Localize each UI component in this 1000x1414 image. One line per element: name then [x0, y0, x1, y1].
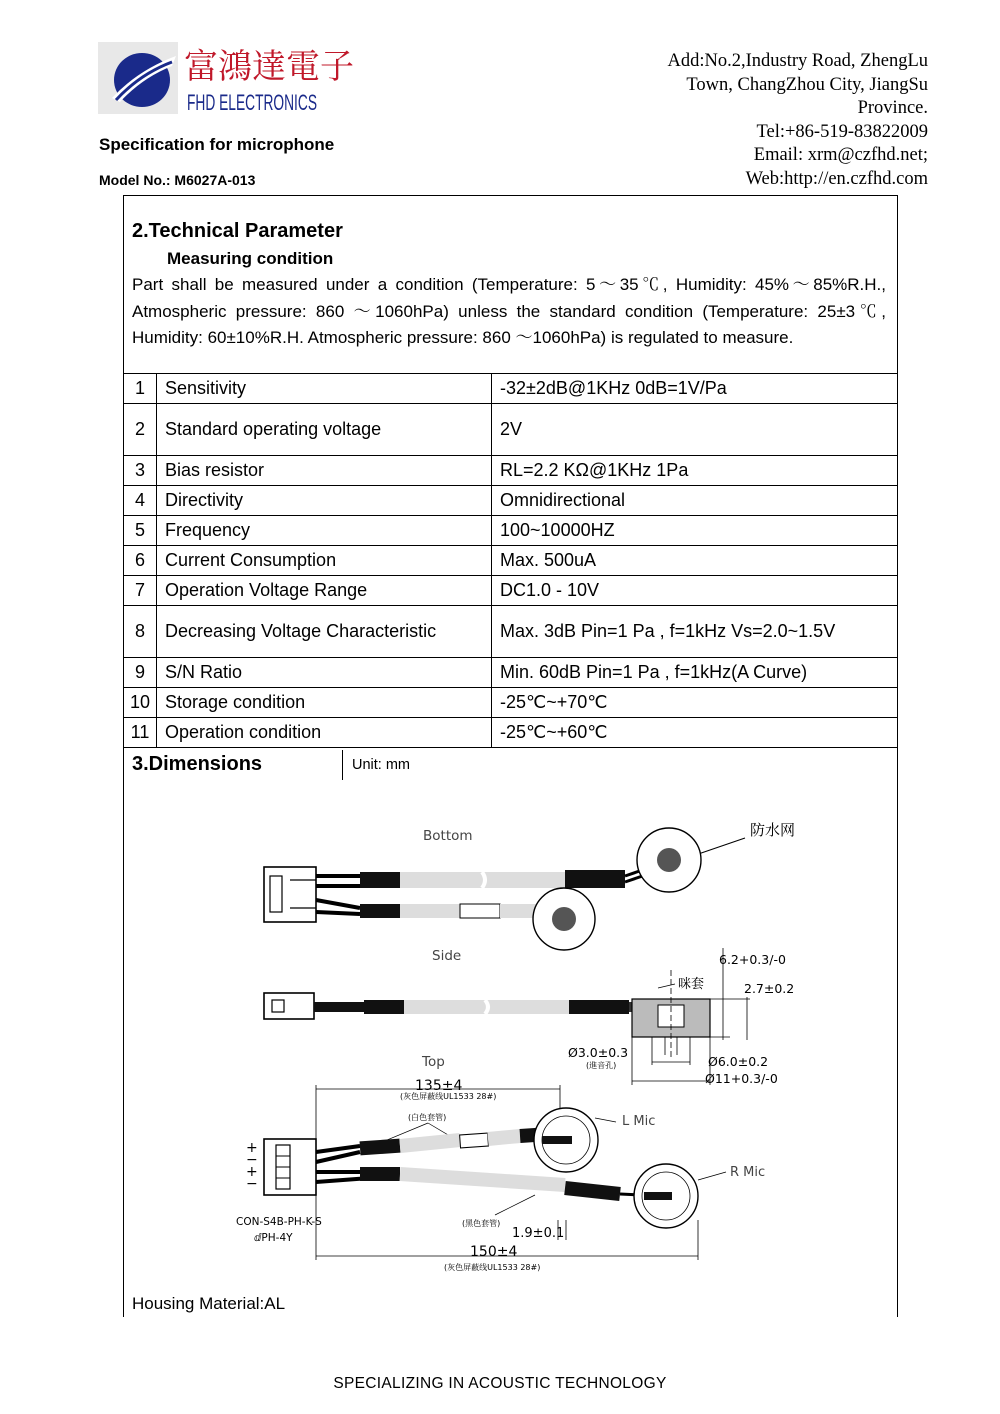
white-sleeve-label: (白色套管): [408, 1113, 447, 1122]
dim-small: 1.9±0.1: [512, 1226, 565, 1241]
bottom-view-label: Bottom: [423, 828, 473, 844]
param-number: 5: [124, 516, 157, 546]
cable-note-1: (灰色屏蔽线UL1533 28#): [400, 1092, 497, 1101]
parameter-table: [123, 373, 898, 748]
parameter-row: [124, 374, 898, 404]
param-number: 2: [124, 404, 157, 456]
param-number: 4: [124, 486, 157, 516]
parameter-row: [124, 516, 898, 546]
top-view-label: Top: [422, 1054, 445, 1070]
plus-sign: +: [246, 1164, 258, 1180]
parameter-row: [124, 404, 898, 456]
param-name: Storage condition: [157, 688, 492, 718]
param-number: 11: [124, 718, 157, 748]
parameter-row: [124, 546, 898, 576]
address-line: Town, ChangZhou City, JiangSu: [686, 74, 928, 95]
l-mic-label: L Mic: [622, 1114, 656, 1129]
mic-cover-label: 咪套: [678, 977, 705, 992]
len-long: 135±4: [415, 1078, 463, 1094]
minus-sign: −: [246, 1176, 258, 1192]
hole-note: (進音孔): [586, 1061, 617, 1070]
param-value: -25℃~+70℃: [492, 688, 898, 718]
param-name: Operation condition: [157, 718, 492, 748]
waterproof-mesh-label: 防水网: [750, 821, 796, 839]
dimensions-header: [123, 750, 898, 780]
dim-hole: Ø3.0±0.3: [568, 1045, 629, 1060]
param-name: Operation Voltage Range: [157, 576, 492, 606]
parameter-row: [124, 606, 898, 658]
minus-sign: −: [246, 1152, 258, 1168]
housing-material: Housing Material:AL: [132, 1294, 286, 1313]
param-number: 6: [124, 546, 157, 576]
spec-title: Specification for microphone: [99, 135, 335, 154]
param-value: RL=2.2 KΩ@1KHz 1Pa: [492, 456, 898, 486]
len-short: 150±4: [470, 1244, 518, 1260]
param-number: 3: [124, 456, 157, 486]
param-name: Bias resistor: [157, 456, 492, 486]
black-sleeve-label: (黑色套管): [462, 1219, 501, 1228]
param-value: -32±2dB@1KHz 0dB=1V/Pa: [492, 374, 898, 404]
connector-bottom: [264, 867, 316, 922]
param-name: Sensitivity: [157, 374, 492, 404]
company-logo: [98, 40, 354, 118]
param-name: Directivity: [157, 486, 492, 516]
dimension-drawing: [220, 800, 820, 1290]
param-name: S/N Ratio: [157, 658, 492, 688]
dim-depth: 2.7±0.2: [744, 981, 795, 996]
connector-top: [246, 1139, 316, 1195]
measuring-condition-title: Measuring condition: [167, 249, 334, 268]
model-number: Model No.: M6027A-013: [99, 172, 256, 188]
param-name: Frequency: [157, 516, 492, 546]
dim-outer: Ø11+0.3/-0: [705, 1071, 778, 1086]
divider: [342, 750, 343, 780]
param-value: DC1.0 - 10V: [492, 576, 898, 606]
company-address: [598, 50, 928, 191]
plus-sign: +: [246, 1140, 258, 1156]
connector-side: [264, 993, 314, 1019]
param-value: Max. 500uA: [492, 546, 898, 576]
parameter-row: [124, 688, 898, 718]
param-value: 100~10000HZ: [492, 516, 898, 546]
section-title-dimensions: 3.Dimensions: [132, 753, 263, 775]
param-number: 9: [124, 658, 157, 688]
param-value: Max. 3dB Pin=1 Pa , f=1kHz Vs=2.0~1.5V: [492, 606, 898, 658]
footer-slogan: SPECIALIZING IN ACOUSTIC TECHNOLOGY: [333, 1375, 667, 1392]
connector-part-number: CON-S4B-PH-K-S: [236, 1216, 322, 1228]
cable-note-2: (灰色屏蔽线UL1533 28#): [444, 1263, 541, 1272]
param-number: 1: [124, 374, 157, 404]
param-value: Omnidirectional: [492, 486, 898, 516]
unit-label: Unit: mm: [352, 757, 410, 773]
param-name: Standard operating voltage: [157, 404, 492, 456]
parameter-row: [124, 658, 898, 688]
address-line: Add:No.2,Industry Road, ZhengLu: [667, 51, 928, 71]
param-number: 10: [124, 688, 157, 718]
param-value: -25℃~+60℃: [492, 718, 898, 748]
parameter-row: [124, 718, 898, 748]
phone-line: Tel:+86-519-83822009: [756, 121, 928, 142]
measuring-condition-text: Part shall be measured under a condition (Temperature: 5～35℃, Humidity: 45%～85%R.H., Atmospheric pressure: 860 ～1060hPa) unless the standard condition (Temperature: 25±3℃, Humidity: 60±10%R.H. Atmospheric pressure: 860 ～1060hPa) is regulated to measure.: [132, 275, 886, 347]
parameter-row: [124, 456, 898, 486]
side-view-label: Side: [432, 948, 462, 964]
param-number: 7: [124, 576, 157, 606]
section-title-technical: 2.Technical Parameter: [132, 220, 343, 242]
connector-part-number-2: ⅆPH-4Y: [254, 1232, 293, 1244]
parameter-row: [124, 486, 898, 516]
param-name: Current Consumption: [157, 546, 492, 576]
dim-inner: Ø6.0±0.2: [708, 1054, 769, 1069]
r-mic-label: R Mic: [730, 1165, 766, 1180]
dim-height: 6.2+0.3/-0: [719, 952, 786, 967]
email-line: Email: xrm@czfhd.net;: [753, 145, 928, 165]
param-name: Decreasing Voltage Characteristic: [157, 606, 492, 658]
parameter-row: [124, 576, 898, 606]
logo-cn-text: 富鴻達電子: [184, 47, 354, 87]
address-line: Province.: [857, 98, 928, 118]
param-value: 2V: [492, 404, 898, 456]
param-number: 8: [124, 606, 157, 658]
logo-en-text: FHD ELECTRONICS: [187, 90, 317, 115]
web-line: Web:http://en.czfhd.com: [745, 168, 928, 189]
param-value: Min. 60dB Pin=1 Pa , f=1kHz(A Curve): [492, 658, 898, 688]
